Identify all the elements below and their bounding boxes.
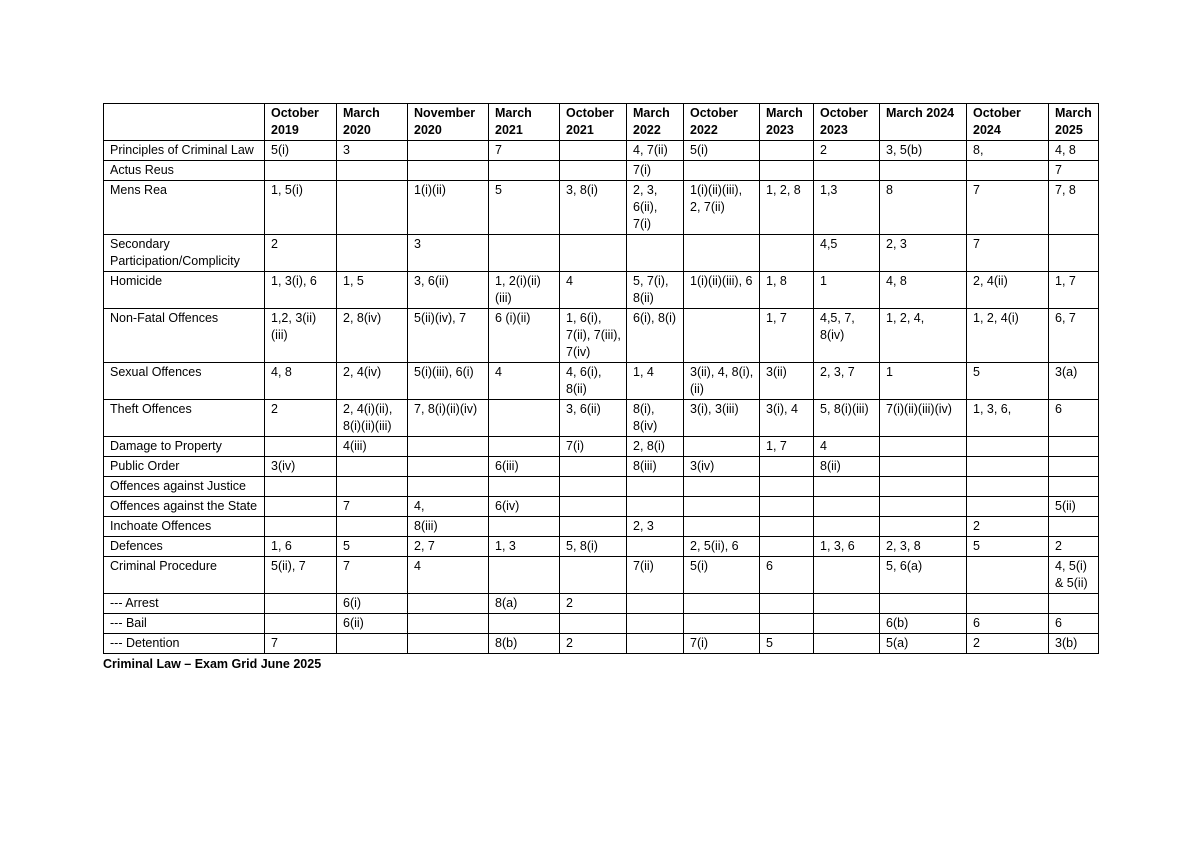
question-cell: 7: [967, 235, 1049, 272]
table-row: [104, 309, 1099, 363]
question-cell: 6: [967, 614, 1049, 634]
question-cell: 1, 2, 4(i): [967, 309, 1049, 363]
header-cell-session: March 2023: [760, 104, 814, 141]
question-cell: [760, 594, 814, 614]
question-cell: 4: [560, 272, 627, 309]
question-cell: 6(b): [880, 614, 967, 634]
question-cell: 1(i)(ii): [408, 181, 489, 235]
document-caption: Criminal Law – Exam Grid June 2025: [103, 657, 322, 671]
question-cell: [560, 614, 627, 634]
question-cell: 3(ii), 4, 8(i),(ii): [684, 363, 760, 400]
question-cell: [489, 437, 560, 457]
question-cell: 3(i), 4: [760, 400, 814, 437]
question-cell: 8: [880, 181, 967, 235]
topic-cell: Homicide: [104, 272, 265, 309]
question-cell: [880, 594, 967, 614]
question-cell: 1, 5(i): [265, 181, 337, 235]
question-cell: 6(i), 8(i): [627, 309, 684, 363]
question-cell: [627, 477, 684, 497]
question-cell: 2, 4(ii): [967, 272, 1049, 309]
question-cell: 5(i): [265, 141, 337, 161]
question-cell: [408, 477, 489, 497]
question-cell: [814, 594, 880, 614]
question-cell: 3, 5(b): [880, 141, 967, 161]
question-cell: [814, 477, 880, 497]
header-cell-session: March 2022: [627, 104, 684, 141]
question-cell: [760, 497, 814, 517]
question-cell: [967, 497, 1049, 517]
question-cell: [684, 437, 760, 457]
topic-cell: Public Order: [104, 457, 265, 477]
header-cell-session: October 2021: [560, 104, 627, 141]
question-cell: [760, 477, 814, 497]
question-cell: 5, 7(i), 8(ii): [627, 272, 684, 309]
header-cell-session: March 2024: [880, 104, 967, 141]
question-cell: [265, 614, 337, 634]
question-cell: 1, 5: [337, 272, 408, 309]
question-cell: 3(b): [1049, 634, 1099, 654]
question-cell: [489, 400, 560, 437]
table-row: [104, 537, 1099, 557]
question-cell: [880, 161, 967, 181]
question-cell: [967, 594, 1049, 614]
question-cell: [337, 235, 408, 272]
question-cell: 4, 8: [880, 272, 967, 309]
question-cell: [627, 537, 684, 557]
table-row: [104, 400, 1099, 437]
table-row: [104, 437, 1099, 457]
topic-cell: Actus Reus: [104, 161, 265, 181]
question-cell: [408, 161, 489, 181]
question-cell: [760, 457, 814, 477]
question-cell: [880, 517, 967, 537]
question-cell: 5(i)(iii), 6(i): [408, 363, 489, 400]
question-cell: [967, 437, 1049, 457]
question-cell: 3(iv): [684, 457, 760, 477]
question-cell: 7(ii): [627, 557, 684, 594]
table-row: [104, 181, 1099, 235]
question-cell: [967, 457, 1049, 477]
topic-cell: Principles of Criminal Law: [104, 141, 265, 161]
question-cell: 8(iii): [627, 457, 684, 477]
question-cell: [265, 161, 337, 181]
table-row: [104, 363, 1099, 400]
question-cell: 2, 8(i): [627, 437, 684, 457]
question-cell: 1, 3, 6,: [967, 400, 1049, 437]
question-cell: [760, 517, 814, 537]
question-cell: [1049, 437, 1099, 457]
header-cell-session: October 2022: [684, 104, 760, 141]
question-cell: [814, 557, 880, 594]
table-row: [104, 477, 1099, 497]
question-cell: 1, 7: [760, 437, 814, 457]
question-cell: 1, 4: [627, 363, 684, 400]
question-cell: [1049, 457, 1099, 477]
header-cell-session: October 2019: [265, 104, 337, 141]
question-cell: 2, 3: [880, 235, 967, 272]
question-cell: 6(i): [337, 594, 408, 614]
question-cell: 4, 8: [265, 363, 337, 400]
question-cell: 2, 7: [408, 537, 489, 557]
question-cell: 1, 2(i)(ii)(iii): [489, 272, 560, 309]
question-cell: 2: [967, 517, 1049, 537]
question-cell: 5: [489, 181, 560, 235]
question-cell: 1, 7: [1049, 272, 1099, 309]
question-cell: 3(a): [1049, 363, 1099, 400]
question-cell: 4, 5(i) & 5(ii): [1049, 557, 1099, 594]
question-cell: 2, 4(i)(ii), 8(i)(ii)(iii): [337, 400, 408, 437]
question-cell: 6(iii): [489, 457, 560, 477]
question-cell: [684, 614, 760, 634]
question-cell: [560, 141, 627, 161]
question-cell: 8(ii): [814, 457, 880, 477]
question-cell: [560, 517, 627, 537]
question-cell: 7: [489, 141, 560, 161]
question-cell: 4: [489, 363, 560, 400]
header-cell-session: October 2024: [967, 104, 1049, 141]
question-cell: 5: [337, 537, 408, 557]
question-cell: 1, 7: [760, 309, 814, 363]
question-cell: 7, 8: [1049, 181, 1099, 235]
question-cell: 4,5, 7, 8(iv): [814, 309, 880, 363]
question-cell: [760, 614, 814, 634]
question-cell: 7, 8(i)(ii)(iv): [408, 400, 489, 437]
question-cell: 2: [967, 634, 1049, 654]
table-row: [104, 141, 1099, 161]
question-cell: 5(i): [684, 557, 760, 594]
question-cell: 7: [337, 497, 408, 517]
question-cell: [337, 457, 408, 477]
header-row: [104, 104, 1099, 141]
question-cell: [489, 161, 560, 181]
question-cell: 2, 8(iv): [337, 309, 408, 363]
question-cell: [337, 181, 408, 235]
question-cell: [265, 437, 337, 457]
question-cell: 6(iv): [489, 497, 560, 517]
question-cell: 6 (i)(ii): [489, 309, 560, 363]
table-row: [104, 517, 1099, 537]
question-cell: [1049, 517, 1099, 537]
topic-cell: Defences: [104, 537, 265, 557]
question-cell: 1(i)(ii)(iii), 6: [684, 272, 760, 309]
question-cell: 6, 7: [1049, 309, 1099, 363]
question-cell: 1: [814, 272, 880, 309]
header-cell-session: March 2021: [489, 104, 560, 141]
question-cell: 8(b): [489, 634, 560, 654]
header-cell-session: March 2020: [337, 104, 408, 141]
question-cell: [684, 309, 760, 363]
question-cell: [408, 437, 489, 457]
topic-cell: Non-Fatal Offences: [104, 309, 265, 363]
question-cell: 2: [1049, 537, 1099, 557]
topic-cell: Sexual Offences: [104, 363, 265, 400]
question-cell: [760, 161, 814, 181]
question-cell: [880, 497, 967, 517]
question-cell: 7(i)(ii)(iii)(iv): [880, 400, 967, 437]
question-cell: [967, 161, 1049, 181]
question-cell: [880, 457, 967, 477]
question-cell: 5: [967, 363, 1049, 400]
question-cell: 2, 5(ii), 6: [684, 537, 760, 557]
question-cell: 5(a): [880, 634, 967, 654]
question-cell: [760, 537, 814, 557]
question-cell: [560, 557, 627, 594]
question-cell: 2, 3: [627, 517, 684, 537]
question-cell: [337, 161, 408, 181]
question-cell: 5, 8(i): [560, 537, 627, 557]
question-cell: 4,5: [814, 235, 880, 272]
table-row: [104, 457, 1099, 477]
question-cell: 3(ii): [760, 363, 814, 400]
question-cell: [814, 497, 880, 517]
question-cell: [627, 634, 684, 654]
question-cell: 7(i): [684, 634, 760, 654]
question-cell: [814, 161, 880, 181]
question-cell: [814, 614, 880, 634]
question-cell: 5(ii): [1049, 497, 1099, 517]
question-cell: 1, 2, 4,: [880, 309, 967, 363]
question-cell: [814, 634, 880, 654]
question-cell: [408, 614, 489, 634]
question-cell: 2, 4(iv): [337, 363, 408, 400]
topic-cell: Offences against Justice: [104, 477, 265, 497]
topic-cell: Inchoate Offences: [104, 517, 265, 537]
topic-cell: Offences against the State: [104, 497, 265, 517]
question-cell: 2, 3, 6(ii), 7(i): [627, 181, 684, 235]
table-row: [104, 161, 1099, 181]
question-cell: [627, 594, 684, 614]
question-cell: 2: [265, 400, 337, 437]
question-cell: [627, 497, 684, 517]
table-row: [104, 614, 1099, 634]
topic-cell: Theft Offences: [104, 400, 265, 437]
question-cell: 2, 3, 7: [814, 363, 880, 400]
question-cell: 8(i), 8(iv): [627, 400, 684, 437]
question-cell: [684, 497, 760, 517]
question-cell: 3, 8(i): [560, 181, 627, 235]
question-cell: 7: [265, 634, 337, 654]
question-cell: [684, 477, 760, 497]
question-cell: 4(iii): [337, 437, 408, 457]
question-cell: [880, 437, 967, 457]
question-cell: 1(i)(ii)(iii), 2, 7(ii): [684, 181, 760, 235]
question-cell: 5(i): [684, 141, 760, 161]
question-cell: [265, 477, 337, 497]
question-cell: [560, 457, 627, 477]
question-cell: 4, 6(i), 8(ii): [560, 363, 627, 400]
header-cell-blank: [104, 104, 265, 141]
table-row: [104, 272, 1099, 309]
question-cell: [627, 614, 684, 634]
table-row: [104, 235, 1099, 272]
question-cell: 3(i), 3(iii): [684, 400, 760, 437]
topic-cell: --- Arrest: [104, 594, 265, 614]
question-cell: 4,: [408, 497, 489, 517]
question-cell: [684, 517, 760, 537]
question-cell: 5: [967, 537, 1049, 557]
question-cell: 4: [814, 437, 880, 457]
question-cell: 1, 3, 6: [814, 537, 880, 557]
question-cell: 1, 8: [760, 272, 814, 309]
header-cell-session: March 2025: [1049, 104, 1099, 141]
question-cell: [337, 517, 408, 537]
question-cell: [408, 594, 489, 614]
question-cell: 5: [760, 634, 814, 654]
question-cell: 7: [337, 557, 408, 594]
topic-cell: Secondary Participation/Complicity: [104, 235, 265, 272]
question-cell: 6(ii): [337, 614, 408, 634]
question-cell: [814, 517, 880, 537]
question-cell: [489, 477, 560, 497]
table-row: [104, 557, 1099, 594]
question-cell: 2: [814, 141, 880, 161]
question-cell: [337, 477, 408, 497]
question-cell: [760, 141, 814, 161]
question-cell: 6: [1049, 400, 1099, 437]
question-cell: 6: [1049, 614, 1099, 634]
question-cell: 5, 6(a): [880, 557, 967, 594]
question-cell: [1049, 594, 1099, 614]
question-cell: [684, 594, 760, 614]
question-cell: [489, 614, 560, 634]
question-cell: [560, 477, 627, 497]
question-cell: [489, 557, 560, 594]
table-row: [104, 594, 1099, 614]
question-cell: 2: [265, 235, 337, 272]
question-cell: 3, 6(ii): [408, 272, 489, 309]
question-cell: [1049, 235, 1099, 272]
question-cell: 1,2, 3(ii)(iii): [265, 309, 337, 363]
question-cell: [627, 235, 684, 272]
question-cell: [684, 161, 760, 181]
question-cell: [760, 235, 814, 272]
question-cell: 8(iii): [408, 517, 489, 537]
question-cell: [408, 457, 489, 477]
question-cell: 7(i): [627, 161, 684, 181]
question-cell: 3: [337, 141, 408, 161]
question-cell: 4: [408, 557, 489, 594]
question-cell: [265, 517, 337, 537]
question-cell: 3(iv): [265, 457, 337, 477]
question-cell: 8,: [967, 141, 1049, 161]
question-cell: 7: [1049, 161, 1099, 181]
question-cell: 2: [560, 594, 627, 614]
question-cell: 1, 6: [265, 537, 337, 557]
header-cell-session: November 2020: [408, 104, 489, 141]
question-cell: 7: [967, 181, 1049, 235]
question-cell: 1, 3(i), 6: [265, 272, 337, 309]
header-cell-session: October 2023: [814, 104, 880, 141]
question-cell: 2: [560, 634, 627, 654]
topic-cell: Mens Rea: [104, 181, 265, 235]
table-row: [104, 497, 1099, 517]
topic-cell: --- Detention: [104, 634, 265, 654]
question-cell: [560, 235, 627, 272]
question-cell: 5(ii)(iv), 7: [408, 309, 489, 363]
exam-grid-table: [103, 103, 1099, 654]
question-cell: [265, 497, 337, 517]
question-cell: 4, 7(ii): [627, 141, 684, 161]
question-cell: 1, 6(i), 7(ii), 7(iii), 7(iv): [560, 309, 627, 363]
question-cell: 1,3: [814, 181, 880, 235]
question-cell: 5(ii), 7: [265, 557, 337, 594]
question-cell: [967, 477, 1049, 497]
question-cell: 2, 3, 8: [880, 537, 967, 557]
question-cell: 5, 8(i)(iii): [814, 400, 880, 437]
question-cell: 1, 2, 8: [760, 181, 814, 235]
question-cell: [337, 634, 408, 654]
topic-cell: --- Bail: [104, 614, 265, 634]
question-cell: [1049, 477, 1099, 497]
document-page: [103, 103, 1098, 672]
question-cell: [880, 477, 967, 497]
question-cell: [408, 634, 489, 654]
question-cell: 6: [760, 557, 814, 594]
question-cell: 3, 6(ii): [560, 400, 627, 437]
question-cell: [265, 594, 337, 614]
topic-cell: Damage to Property: [104, 437, 265, 457]
exam-grid-body: [104, 104, 1099, 654]
question-cell: [489, 517, 560, 537]
question-cell: 3: [408, 235, 489, 272]
question-cell: 1, 3: [489, 537, 560, 557]
question-cell: [560, 161, 627, 181]
table-row: [104, 634, 1099, 654]
question-cell: [560, 497, 627, 517]
question-cell: [408, 141, 489, 161]
question-cell: 7(i): [560, 437, 627, 457]
question-cell: [489, 235, 560, 272]
question-cell: 8(a): [489, 594, 560, 614]
question-cell: 1: [880, 363, 967, 400]
question-cell: [967, 557, 1049, 594]
question-cell: [684, 235, 760, 272]
question-cell: 4, 8: [1049, 141, 1099, 161]
topic-cell: Criminal Procedure: [104, 557, 265, 594]
